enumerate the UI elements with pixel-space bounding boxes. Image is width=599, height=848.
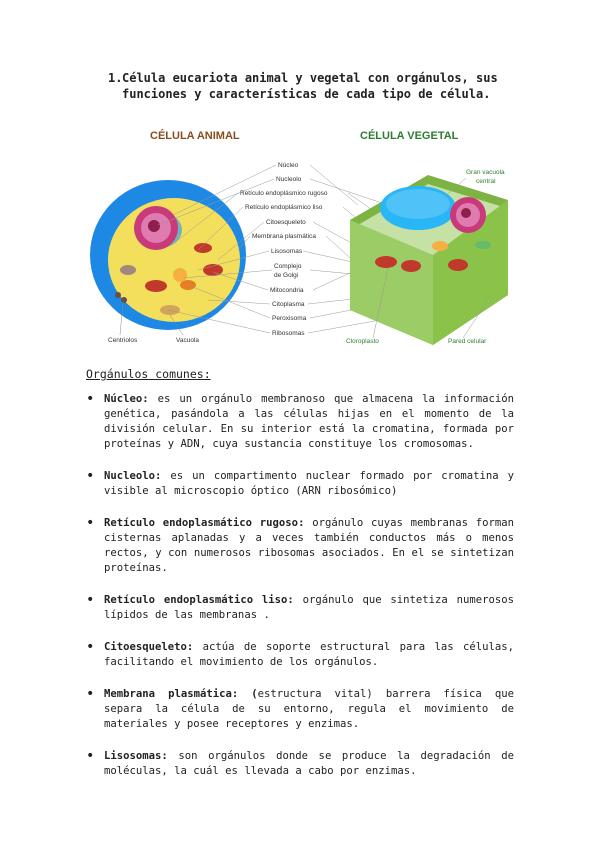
label-cloroplasto: Cloroplasto xyxy=(346,338,379,345)
item-term: Citoesqueleto: xyxy=(104,641,194,653)
bullet-icon: • xyxy=(86,748,95,764)
bullet-icon: • xyxy=(86,515,95,531)
bullet-icon: • xyxy=(86,391,95,407)
bullet-icon: • xyxy=(86,468,95,484)
item-term: Retículo endoplasmático liso: xyxy=(104,594,294,606)
center-labels xyxy=(240,162,328,337)
label-ribosomas: Ribosomas xyxy=(272,330,305,337)
section-heading: Orgánulos comunes: xyxy=(86,367,211,381)
item-text: son orgánulos donde se produce la degradación de moléculas, la cuál es llevada a cabo por enzimas. xyxy=(104,750,514,777)
label-centriolos: Centriolos xyxy=(108,337,138,344)
organelle-list xyxy=(86,392,514,796)
label-citoplasma: Citoplasma xyxy=(272,301,305,308)
list-item xyxy=(86,640,514,670)
animal-cell-title: CÉLULA ANIMAL xyxy=(150,130,240,142)
list-item xyxy=(86,593,514,623)
item-text: orgánulo cuyas membranas forman cisternas aplanadas y a veces también conductos más o menos rectos, y con numerosos ribosomas asociados. En el se sintetizan proteínas. xyxy=(104,517,514,574)
label-vacuola: Vacuola xyxy=(176,337,200,344)
label-nucleolo: Nucleolo xyxy=(276,176,302,183)
list-item xyxy=(86,469,514,499)
item-text: orgánulo que sintetiza numerosos lípidos de las membranas . xyxy=(104,594,514,621)
bullet-icon: • xyxy=(86,592,95,608)
label-pared-celular: Pared celular xyxy=(448,338,487,345)
plant-cell-illustration xyxy=(350,175,508,345)
title-text: Célula eucariota animal y vegetal con orgánulos, sus funciones y características de cada tipo de célula. xyxy=(122,71,498,101)
item-term: Núcleo: xyxy=(104,393,149,405)
list-item xyxy=(86,687,514,732)
label-rel: Retículo endoplásmico liso xyxy=(245,204,323,211)
label-lisosomas: Lisosomas xyxy=(271,248,303,255)
label-nucleo: Núcleo xyxy=(278,162,299,169)
label-rer: Retículo endoplásmico rugoso xyxy=(240,190,328,197)
item-term: Nucleolo: xyxy=(104,470,162,482)
document-title xyxy=(108,70,528,102)
plant-cell-title: CÉLULA VEGETAL xyxy=(360,130,459,142)
item-text: estructura vital) barrera física que separa la célula de su entorno, regula el movimiento de materiales y posee receptores y enzimas. xyxy=(104,688,514,730)
cell-diagram xyxy=(88,120,518,355)
label-peroxisoma: Peroxisoma xyxy=(272,315,307,322)
list-item xyxy=(86,392,514,452)
item-text: actúa de soporte estructural para las células, facilitando el movimiento de los orgánulos. xyxy=(104,641,514,668)
item-term: Membrana plasmática: ( xyxy=(104,688,258,700)
item-term: Retículo endoplasmático rugoso: xyxy=(104,517,305,529)
label-citoesqueleto: Citoesqueleto xyxy=(266,219,306,226)
label-gran-vacuola-1: Gran vacuola xyxy=(466,169,505,176)
label-mitocondria: Mitocondria xyxy=(270,287,304,294)
label-golgi: de Golgi xyxy=(274,272,299,279)
cell-diagram-svg xyxy=(88,120,518,355)
label-complejo: Complejo xyxy=(274,263,302,270)
title-number: 1. xyxy=(108,71,123,85)
label-gran-vacuola-2: central xyxy=(476,178,496,185)
list-item xyxy=(86,749,514,779)
item-text: es un orgánulo membranoso que almacena la información genética, pasándola a las células hijas en el momento de la división celular. En su interior está la cromatina, formada por proteínas y ADN, cuya sustancia constituye los cromosomas. xyxy=(104,393,514,450)
list-item xyxy=(86,516,514,576)
label-membrana: Membrana plasmática xyxy=(252,233,316,240)
item-term: Lisosomas: xyxy=(104,750,168,762)
bullet-icon: • xyxy=(86,639,95,655)
item-text: es un compartimento nuclear formado por cromatina y visible al microscopio óptico (ARN ribosómico) xyxy=(104,470,514,497)
bullet-icon: • xyxy=(86,686,95,702)
